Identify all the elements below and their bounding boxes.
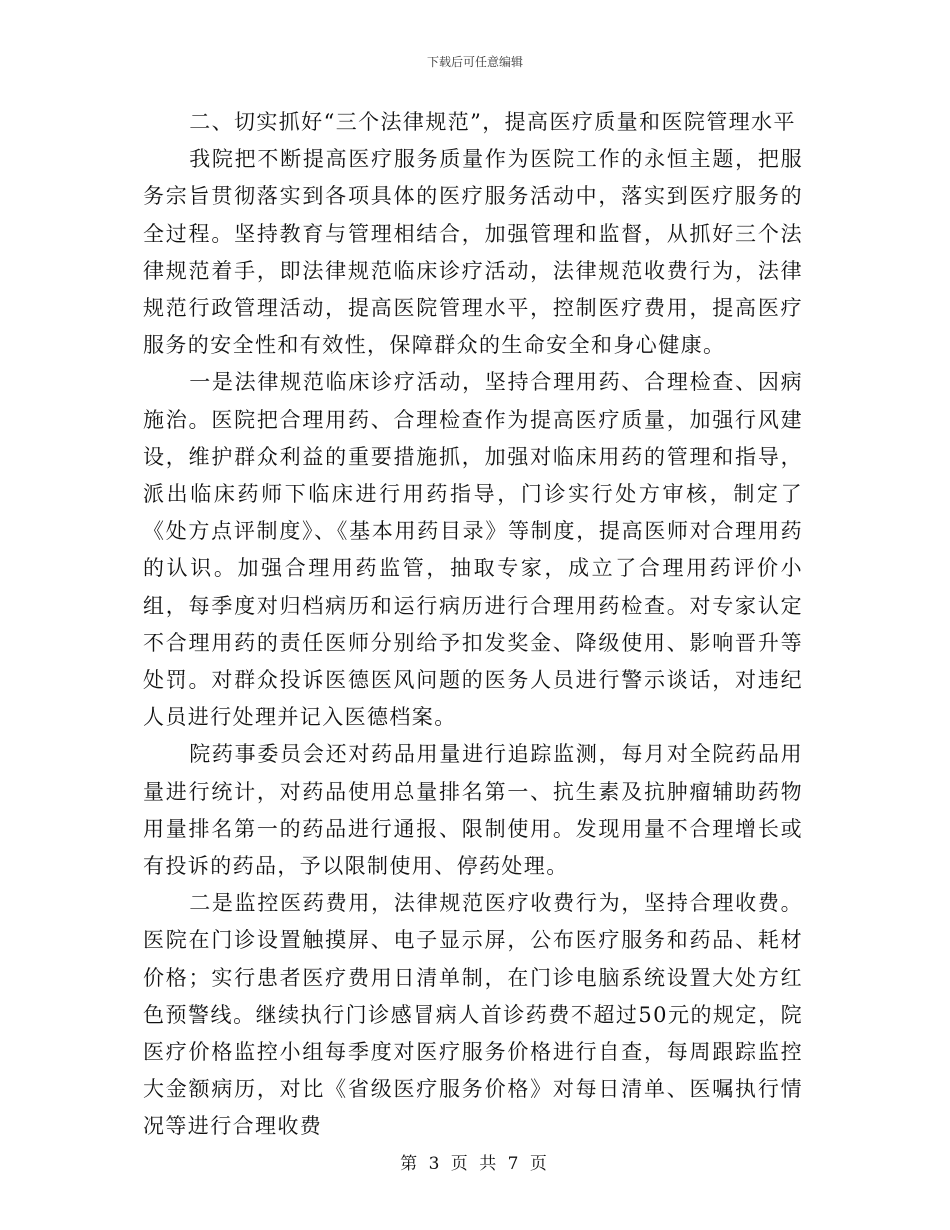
- document-body: [143, 104, 803, 1146]
- section-heading: 二、切实抓好“三个法律规范”，提高医疗质量和医院管理水平: [189, 110, 796, 134]
- page-number: 第 3 页 共 7 页: [400, 1154, 550, 1174]
- page-header-note: 下载后可任意编辑: [426, 55, 523, 69]
- paragraph: 院药事委员会还对药品用量进行追踪监测，每月对全院药品用量进行统计，对药品使用总量排名第一、抗生素及抗肿瘤辅助药物用量排名第一的药品进行通报、限制使用。发现用量不合理增长或有投诉的药品，予以限制使用、停药处理。: [143, 742, 803, 879]
- paragraph: 二是监控医药费用，法律规范医疗收费行为，坚持合理收费。医院在门诊设置触摸屏、电子显示屏，公布医疗服务和药品、耗材价格；实行患者医疗费用日清单制，在门诊电脑系统设置大处方红色预警线。继续执行门诊感冒病人首诊药费不超过50元的规定，院医疗价格监控小组每季度对医疗服务价格进行自查，每周跟踪监控大金额病历，对比《省级医疗服务价格》对每日清单、医嘱执行情况等进行合理收费: [143, 891, 803, 1139]
- paragraph: 我院把不断提高医疗服务质量作为医院工作的永恒主题，把服务宗旨贯彻落实到各项具体的医疗服务活动中，落实到医疗服务的全过程。坚持教育与管理相结合，加强管理和监督，从抓好三个法律规范着手，即法律规范临床诊疗活动，法律规范收费行为，法律规范行政管理活动，提高医院管理水平，控制医疗费用，提高医疗服务的安全性和有效性，保障群众的生命安全和身心健康。: [143, 147, 803, 358]
- paragraph: 一是法律规范临床诊疗活动，坚持合理用药、合理检查、因病施治。医院把合理用药、合理检查作为提高医疗质量，加强行风建设，维护群众利益的重要措施抓，加强对临床用药的管理和指导，派出临床药师下临床进行用药指导，门诊实行处方审核，制定了《处方点评制度》、《基本用药目录》等制度，提高医师对合理用药的认识。加强合理用药监管，抽取专家，成立了合理用药评价小组，每季度对归档病历和运行病历进行合理用药检查。对专家认定不合理用药的责任医师分别给予扣发奖金、降级使用、影响晋升等处罚。对群众投诉医德医风问题的医务人员进行警示谈话，对违纪人员进行处理并记入医德档案。: [143, 370, 803, 730]
